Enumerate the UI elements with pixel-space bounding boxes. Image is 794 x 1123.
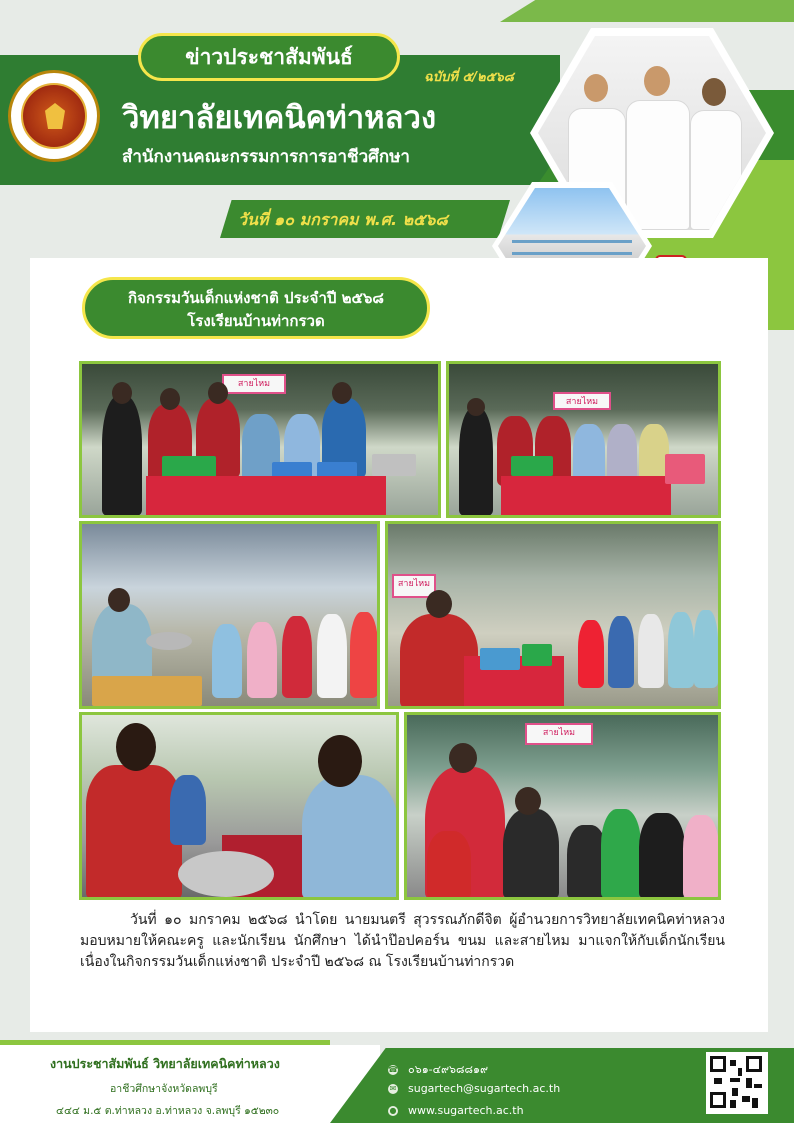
issue-date: วันที่ ๑๐ มกราคม พ.ศ. ๒๕๖๘ [238, 210, 448, 229]
news-label: ข่าวประชาสัมพันธ์ [138, 33, 400, 81]
footer-province: อาชีวศึกษาจังหวัดลพบุรี [110, 1083, 218, 1095]
college-name: วิทยาลัยเทคนิคท่าหลวง [122, 100, 437, 136]
photo-2 [446, 361, 721, 518]
footer-phone-row [388, 1060, 488, 1078]
photo-1 [79, 361, 441, 518]
footer-website[interactable]: www.sugartech.ac.th [408, 1104, 524, 1117]
sign-label: สายไหม [525, 723, 593, 745]
article-title-line1: กิจกรรมวันเด็กแห่งชาติ ประจำปี ๒๕๖๘ [128, 289, 384, 307]
office-name: สำนักงานคณะกรรมการการอาชีวศึกษา [122, 147, 410, 167]
phone-icon: ☎ [388, 1065, 398, 1074]
photo-6 [404, 712, 721, 900]
sign-label: สายไหม [553, 392, 611, 410]
footer-email[interactable]: sugartech@sugartech.ac.th [408, 1082, 561, 1095]
photo-4 [385, 521, 721, 709]
qr-code[interactable] [706, 1052, 768, 1114]
footer-address: ๔๔๔ ม.๕ ต.ท่าหลวง อ.ท่าหลวง จ.ลพบุรี ๑๕๒๓๐ [56, 1105, 280, 1117]
photo-3 [79, 521, 380, 709]
photo-5 [79, 712, 399, 900]
college-logo [8, 70, 100, 162]
article-title-line2: โรงเรียนบ้านท่ากรวด [187, 312, 325, 330]
article-title [82, 277, 430, 339]
top-stripe [500, 0, 794, 22]
issue-number: ฉบับที่ ๕/๒๕๖๘ [424, 70, 514, 85]
footer-web-row [388, 1104, 524, 1117]
email-icon: ✉ [389, 1084, 397, 1093]
web-icon: ● [389, 1106, 397, 1115]
footer-organization: งานประชาสัมพันธ์ วิทยาลัยเทคนิคท่าหลวง [50, 1056, 280, 1071]
footer-email-row [388, 1082, 560, 1095]
sign-label: สายไหม [392, 574, 436, 598]
article-body: วันที่ ๑๐ มกราคม ๒๕๖๘ นำโดย นายมนตรี สุวรรณภักดีจิต ผู้อำนวยการวิทยาลัยเทคนิคท่าหลวง มอบหมายให้คณะครู และนักเรียน นักศึกษา ได้นำป๊อปคอร์น ขนม และสายไหม มาแจกให้กับเด็กนักเรียน เนื่องในกิจกรรมวันเด็กแห่งชาติ ประจำปี ๒๕๖๘ ณ โรงเรียนบ้านท่ากรวด [80, 912, 725, 970]
sign-label: สายไหม [222, 374, 286, 394]
footer-phone: ๐๖๑-๔๙๖๘๘๑๙ [408, 1063, 489, 1076]
